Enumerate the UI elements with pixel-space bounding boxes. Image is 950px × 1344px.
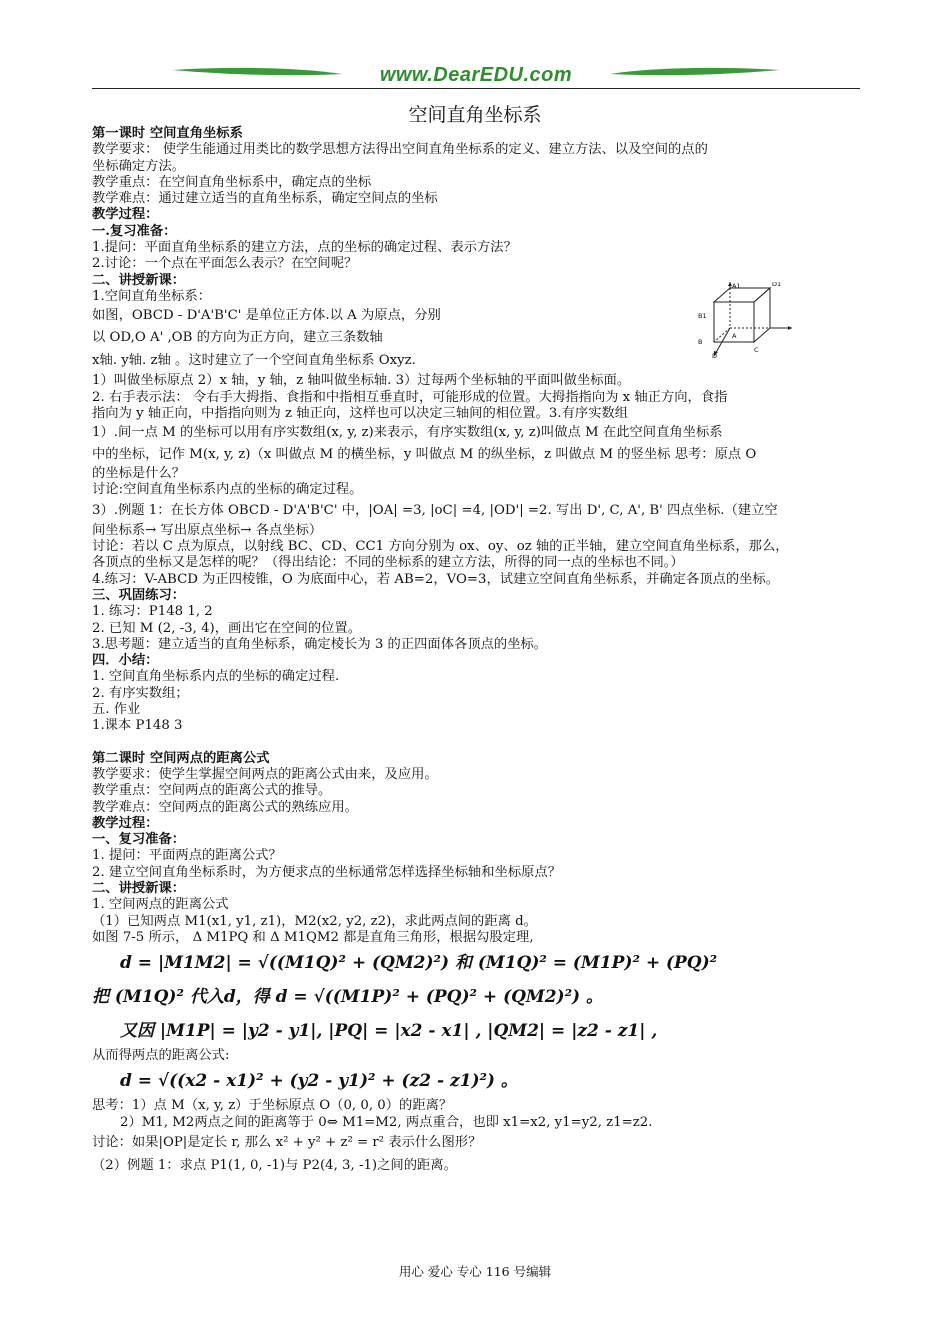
summary-1: 1. 空间直角坐标系内点的坐标的确定过程. — [92, 669, 340, 685]
formula-distance-1: d = |M1M2| = √((M1Q)² + (QM2)²) 和 (M1Q)² = (M1P)² + (PQ)² — [120, 953, 718, 974]
think-1: 思考：1）点 M（x, y, z）于坐标原点 O（0, 0, 0）的距离？ — [92, 1098, 453, 1114]
para-discuss-2-cont: 各顶点的坐标又是怎样的呢？（得出结论：不同的坐标系的建立方法，所得的同一点的坐标也不同。） — [92, 555, 684, 571]
para-exercise-4: 4.练习：V-ABCD 为正四棱锥，O 为底面中心，若 AB=2，VO=3，试建立空间直角坐标系，并确定各顶点的坐标。 — [92, 571, 780, 587]
review-q1: 1.提问：平面直角坐标系的建立方法，点的坐标的确定过程、表示方法？ — [92, 240, 517, 256]
homework-1: 1.课本 P148 3 — [92, 718, 183, 734]
para-discuss-2: 讨论：若以 C 点为原点，以射线 BC、CD、CC1 方向分别为 ox、oy、oz 轴的正半轴，建立空间直角坐标系，那么， — [92, 539, 789, 555]
practice-1: 1. 练习：P148 1, 2 — [92, 604, 213, 620]
cube-label-b: B — [698, 338, 703, 346]
spacer — [92, 735, 864, 751]
example-distance: （2）例题 1：求点 P1(1, 0, -1)与 P2(4, 3, -1)之间的距离。 — [92, 1158, 457, 1174]
para-right-hand: 2. 右手表示法： 令右手大拇指、食指和中指相互垂直时，可能形成的位置。大拇指指向为 x 轴正方向，食指 — [92, 389, 728, 405]
para-discuss: 讨论:空间直角坐标系内点的坐标的确定过程。 — [92, 482, 363, 498]
lesson2-focus: 教学重点：空间两点的距离公式的推导。 — [92, 783, 332, 799]
lesson2-review-1: 1. 提问：平面两点的距离公式？ — [92, 848, 282, 864]
section-summary: 四．小结： — [92, 653, 159, 669]
lesson1-process: 教学过程： — [92, 207, 159, 223]
para-axes-2: x轴. y轴. z轴 。这时建立了一个空间直角坐标系 Oxyz. — [92, 353, 416, 369]
lesson2-review: 一、复习准备： — [92, 832, 186, 848]
page-footer: 用心 爱心 专心 116 号编辑 — [398, 1264, 552, 1279]
para-ordered-triple: 1）.间一点 M 的坐标可以用有序实数组(x, y, z)来表示，有序实数组(x, y, z)叫做点 M 在此空间直角坐标系 — [92, 425, 723, 441]
para-example1-cont: 间坐标系→ 写出原点坐标→ 各点坐标） — [92, 522, 323, 538]
lesson2-new: 二、讲授新课： — [92, 880, 186, 896]
formula-intro: 从而得两点的距离公式: — [92, 1048, 230, 1064]
section-new: 二、讲授新课： — [92, 272, 186, 288]
para-right-hand-cont: 指向为 y 轴正向，中指指向则为 z 轴正向，这样也可以决定三轴间的相位置。3.有序实数组 — [92, 405, 629, 421]
subheading-coord-system: 1.空间直角坐标系： — [92, 288, 212, 304]
section-homework: 五. 作业 — [92, 702, 141, 718]
cube-label-b1: B1 — [698, 312, 707, 320]
section-review: 一.复习准备： — [92, 223, 177, 239]
para-coordinates: 中的坐标，记作 M(x, y, z)（x 叫做点 M 的横坐标，y 叫做点 M 的纵坐标，z 叫做点 M 的竖坐标 思考：原点 O — [92, 447, 757, 463]
cube-label-d1: D1 — [772, 282, 782, 288]
para-cube: 如图，OBCD - D'A'B'C' 是单位正方体.以 A 为原点，分别 — [92, 308, 441, 324]
para-origin-question: 的坐标是什么？ — [92, 466, 186, 482]
page-title: 空间直角坐标系 — [408, 104, 542, 126]
think-2: 2）M1, M2两点之间的距离等于 0⇔ M1=M2, 两点重合，也即 x1=x2, y1=y2, z1=z2. — [120, 1114, 653, 1130]
lesson2-subheading: 1. 空间两点的距离公式 — [92, 897, 229, 913]
lesson2-goal: 教学要求：使学生掌握空间两点的距离公式由来，及应用。 — [92, 766, 438, 782]
cube-label-d: D — [712, 352, 718, 360]
cube-label-a1: A1 — [732, 282, 741, 290]
lesson2-review-2: 2. 建立空间直角坐标系时，为方便求点的坐标通常怎样选择坐标轴和坐标原点？ — [92, 864, 562, 880]
lesson1-goal-cont: 坐标确定方法。 — [92, 158, 186, 174]
discuss-sphere: 讨论：如果|OP|是定长 r, 那么 x² + y² + z² = r² 表示什么图形？ — [92, 1135, 482, 1151]
lesson2-given: （1）已知两点 M1(x1, y1, z1)，M2(x2, y2, z2)，求此两点间的距离 d。 — [92, 913, 537, 929]
review-q2: 2.讨论：一个点在平面怎么表示？在空间呢？ — [92, 256, 358, 272]
formula-substitute: 把 (M1Q)² 代入d，得 d = √((M1P)² + (PQ)² + (QM2)²) 。 — [92, 987, 604, 1008]
para-origin: 1）叫做坐标原点 2）x 轴，y 轴，z 轴叫做坐标轴. 3）过每两个坐标轴的平面叫做坐标面。 — [92, 373, 631, 389]
formula-distance-final: d = √((x2 - x1)² + (y2 - y1)² + (z2 - z1)²) 。 — [120, 1071, 518, 1092]
practice-3: 3.思考题：建立适当的直角坐标系，确定棱长为 3 的正四面体各顶点的坐标。 — [92, 636, 548, 652]
lesson2-difficulty: 教学难点：空间两点的距离公式的熟练应用。 — [92, 799, 358, 815]
formula-components: 又因 |M1P| = |y2 - y1|, |PQ| = |x2 - x1| , |QM2| = |z2 - z1| , — [120, 1021, 658, 1042]
cube-label-c: C — [754, 346, 759, 354]
document-body — [92, 126, 864, 1177]
lesson1-goal: 教学要求： 使学生能通过用类比的数学思想方法得出空间直角坐标系的定义、建立方法、以及空间的点的 — [92, 142, 708, 158]
cube-label-a: A — [732, 332, 737, 340]
para-axes: 以 OD,O A' ,OB 的方向为正方向，建立三条数轴 — [92, 330, 383, 346]
summary-2: 2. 有序实数组； — [92, 685, 189, 701]
para-example1: 3）.例题 1：在长方体 OBCD - D'A'B'C' 中，|OA| =3, |oC| =4, |OD'| =2. 写出 D', C, A', B' 四点坐标.（建立空 — [92, 502, 778, 518]
section-practice: 三、巩固练习： — [92, 587, 186, 603]
lesson2-figure-ref: 如图 7-5 所示， Δ M1PQ 和 Δ M1QM2 都是直角三角形，根据勾股定理, — [92, 929, 534, 945]
lesson2-process: 教学过程： — [92, 815, 159, 831]
site-name: www.DearEDU.com — [379, 64, 573, 86]
lesson1-difficulty: 教学难点：通过建立适当的直角坐标系，确定空间点的坐标 — [92, 191, 438, 207]
lesson1-heading: 第一课时 空间直角坐标系 — [92, 126, 243, 141]
lesson2-heading: 第二课时 空间两点的距离公式 — [92, 750, 270, 766]
header-rule — [92, 88, 860, 89]
lesson1-focus: 教学重点：在空间直角坐标系中，确定点的坐标 — [92, 174, 372, 190]
practice-2: 2. 已知 M (2, -3, 4)，画出它在空间的位置。 — [92, 620, 361, 636]
